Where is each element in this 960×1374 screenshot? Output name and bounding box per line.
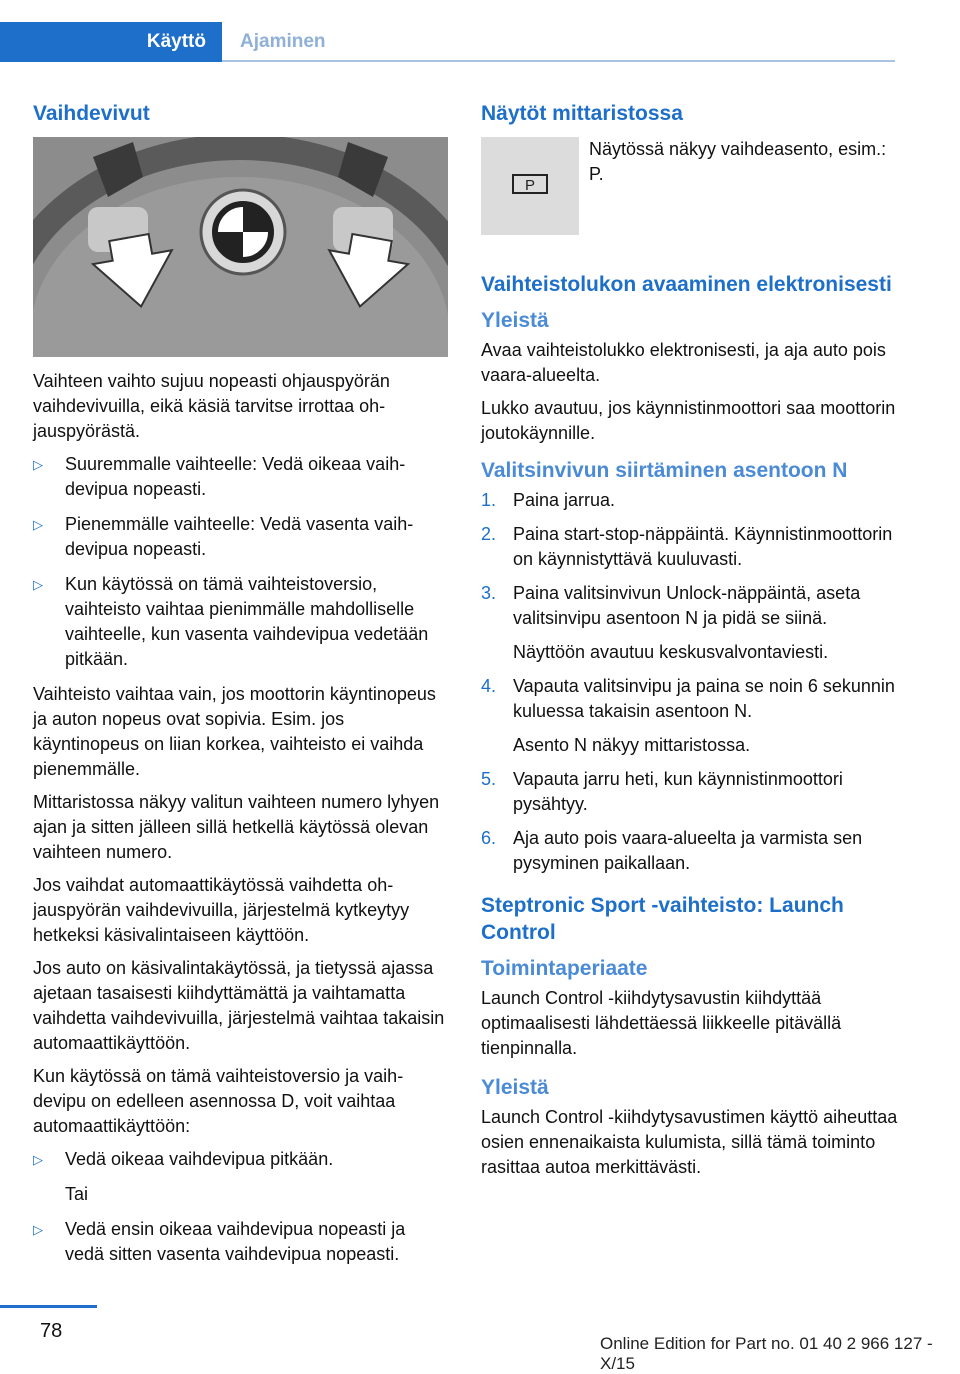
display-example — [481, 137, 899, 239]
section-title-launch-control: Steptronic Sport -vaihteisto: Launch Control — [481, 894, 844, 944]
list-item: ▷ Pienemmälle vaihteelle: Vedä vasenta vaihdevipua nopeasti. — [33, 514, 414, 559]
list-item: ▷ Vedä oikeaa vaihdevipua pitkään. — [33, 1147, 448, 1172]
subheading-general: Yleistä — [481, 309, 549, 332]
triangle-bullet-icon: ▷ — [33, 1152, 43, 1167]
body-paragraph: Jos auto on käsivalintakäytössä, ja tietyssä ajassa ajetaan tasaisesti kiihdyttämättä ja vaihtamatta vaihdetta vaihdevivuilla, järjestelmä vaihtaa takaisin automaattikäyttöön. — [33, 958, 445, 1053]
list-item: ▷ Suuremmalle vaihteelle: Vedä oikeaa vaihdevipua nopeasti. — [33, 454, 406, 499]
subheading-general-2: Yleistä — [481, 1076, 549, 1099]
list-item: ▷ Vedä ensin oikeaa vaihdevipua nopeasti ja vedä sitten vasenta vaihdevipua nopeasti. — [33, 1219, 406, 1264]
list-item: 6. Aja auto pois vaara-alueelta ja varmista sen pysyminen paikallaan. — [481, 828, 863, 873]
or-text: Tai — [65, 1184, 89, 1204]
triangle-bullet-icon: ▷ — [33, 457, 43, 472]
display-description: Näytössä näkyy vaihdeasento, esim.: P. — [589, 139, 887, 184]
triangle-bullet-icon: ▷ — [33, 577, 43, 592]
gear-display-image — [481, 137, 579, 235]
auto-mode-bullet-list — [33, 1147, 448, 1172]
tab-ajaminen[interactable]: Ajaminen — [240, 31, 326, 52]
header-bar — [0, 22, 895, 62]
list-item: 5. Vapauta jarru heti, kun käynnistinmoottori pysähtyy. — [481, 769, 843, 814]
tab-kaytto[interactable]: Käyttö — [0, 22, 222, 62]
section-title-naytot: Näytöt mittaristossa — [481, 102, 683, 125]
steps-list — [481, 488, 899, 876]
steering-wheel-paddles-image — [33, 137, 448, 357]
paddle-bullet-list — [33, 452, 448, 672]
list-item: 2. Paina start-stop-näppäintä. Käynnistinmoottorin on käynnistyttävä kuuluvasti. — [481, 524, 893, 569]
body-paragraph: Mittaristossa näkyy valitun vaihteen numero lyhyen ajan ja sitten jälleen sillä hetkellä käytössä olevan vaihteen numero. — [33, 792, 440, 862]
subheading-move-to-n: Valitsinvivun siirtäminen asentoon N — [481, 459, 848, 482]
list-item: 4. Vapauta valitsinvipu ja paina se noin 6 sekunnin kuluessa takaisin asentoon N. Asento N näkyy mittaristossa. — [481, 676, 895, 755]
auto-mode-bullet-list-2 — [33, 1217, 448, 1267]
body-paragraph: Lukko avautuu, jos käynnistinmoottori saa moottorin joutokäynnille. — [481, 398, 896, 443]
edition-note: Online Edition for Part no. 01 40 2 966 127 - X/15 — [600, 1334, 933, 1373]
triangle-bullet-icon: ▷ — [33, 1222, 43, 1237]
page-number: 78 — [40, 1320, 63, 1342]
subheading-principle: Toimintaperiaate — [481, 957, 648, 980]
left-column — [33, 100, 448, 1277]
body-paragraph: Kun käytössä on tämä vaihteistoversio ja vaihdevipu on edelleen asennossa D, voit vaihtaa automaattikäyttöön: — [33, 1066, 404, 1136]
header-divider — [222, 60, 895, 62]
list-item: ▷ Kun käytössä on tämä vaihteistoversio, vaihteisto vaihtaa pienimmälle mahdolliselle vaihteelle, kun vasenta vaihdevipua vedetään pitkään. — [33, 574, 429, 669]
section-title-vaihdevivut: Vaihdevivut — [33, 102, 150, 125]
right-column — [481, 100, 899, 1188]
body-paragraph: Jos vaihdat automaattikäytössä vaihdetta ohjauspyörän vaihdevivuilla, järjestelmä kytkeytyy hetkeksi käsivalintaiseen käyttöön. — [33, 875, 410, 945]
section-title-unlock: Vaihteistolukon avaaminen elektronisesti — [481, 273, 892, 296]
list-item: 3. Paina valitsinvivun Unlock-näppäintä, aseta valitsinvipu asentoon N ja pidä se siinä. Näyttöön avautuu keskusvalvontaviesti. — [481, 583, 861, 662]
footer-divider — [0, 1305, 97, 1308]
body-paragraph: Vaihteisto vaihtaa vain, jos moottorin käyntinopeus ja auton nopeus ovat sopivia. Esim. jos käyntinopeus on liian korkea, vaihteisto ei vaihda pienemmälle. — [33, 684, 436, 779]
body-paragraph: Launch Control -kiihdytysavustimen käyttö aiheuttaa osien ennenaikaista kulumista, sillä tämä toiminto rasittaa autoa merkittävästi. — [481, 1107, 898, 1177]
intro-paragraph: Vaihteen vaihto sujuu nopeasti ohjauspyörän vaihdevivuilla, eikä käsiä tarvitse irrottaa ohjauspyörästä. — [33, 371, 390, 441]
gear-letter: P — [524, 177, 536, 194]
body-paragraph: Avaa vaihteistolukko elektronisesti, ja aja auto pois vaara-alueelta. — [481, 340, 886, 385]
list-item: 1. Paina jarrua. — [481, 490, 616, 510]
body-paragraph: Launch Control -kiihdytysavustin kiihdyttää optimaalisesti lähdettäessä liikkeelle pitävällä tienpinnalla. — [481, 988, 842, 1058]
triangle-bullet-icon: ▷ — [33, 517, 43, 532]
